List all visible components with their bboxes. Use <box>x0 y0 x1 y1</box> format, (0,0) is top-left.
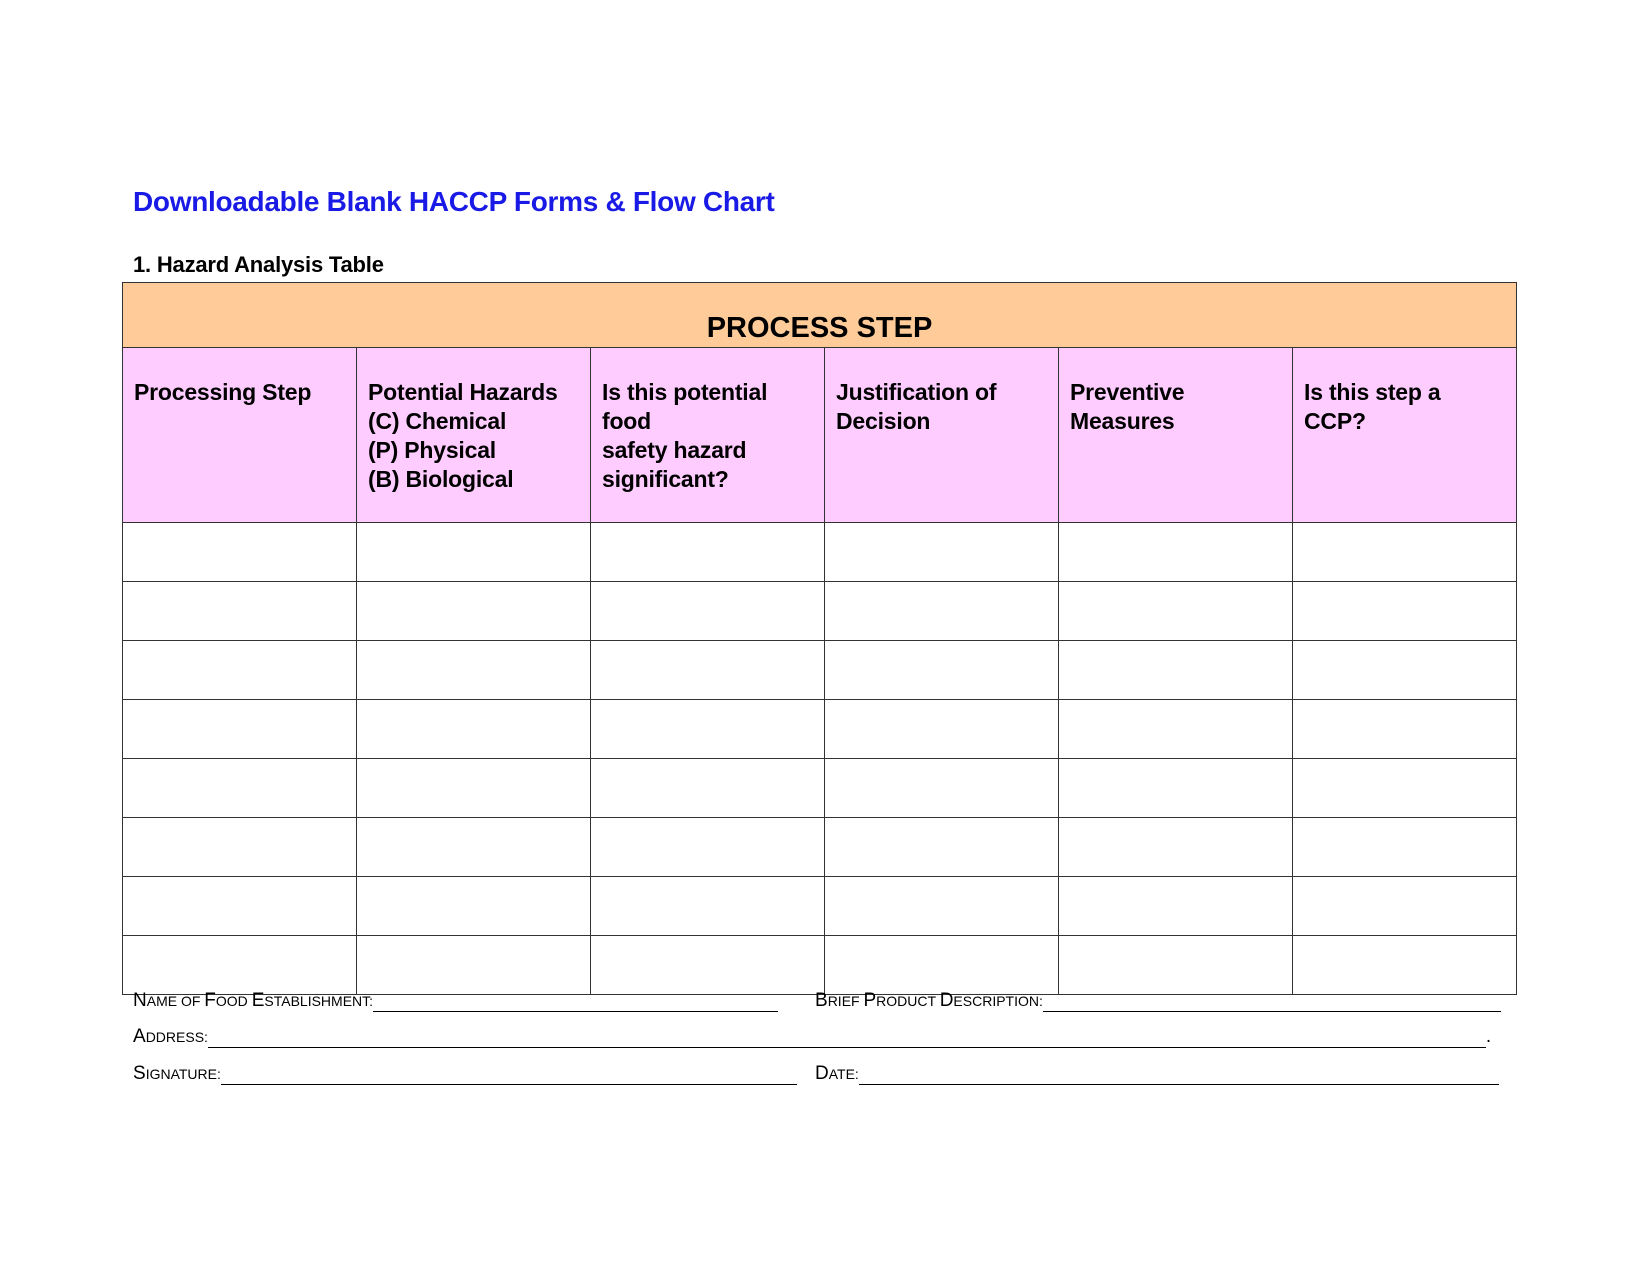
signature-blank[interactable] <box>221 1064 797 1085</box>
column-header-line: Preventive Measures <box>1070 379 1185 434</box>
table-cell[interactable] <box>1293 700 1517 759</box>
column-header-row <box>123 348 1517 523</box>
table-cell[interactable] <box>1293 936 1517 995</box>
column-header-2 <box>357 348 591 523</box>
table-cell[interactable] <box>591 759 825 818</box>
table-cell[interactable] <box>123 759 357 818</box>
table-row <box>123 523 1517 582</box>
table-cell[interactable] <box>591 877 825 936</box>
process-step-banner: PROCESS STEP <box>123 283 1517 348</box>
table-cell[interactable] <box>1293 523 1517 582</box>
hazard-analysis-table <box>122 282 1517 995</box>
table-cell[interactable] <box>357 877 591 936</box>
table-cell[interactable] <box>1293 641 1517 700</box>
table-cell[interactable] <box>123 582 357 641</box>
table-cell[interactable] <box>123 818 357 877</box>
table-body <box>123 523 1517 995</box>
establishment-blank[interactable] <box>373 991 778 1012</box>
table-cell[interactable] <box>825 700 1059 759</box>
table-row <box>123 818 1517 877</box>
table-cell[interactable] <box>357 523 591 582</box>
column-header-3 <box>591 348 825 523</box>
product-blank[interactable] <box>1043 991 1501 1012</box>
table-cell[interactable] <box>591 700 825 759</box>
signature-field <box>133 1063 797 1085</box>
date-field <box>815 1063 1499 1085</box>
table-cell[interactable] <box>591 936 825 995</box>
column-header-line: (C) Chemical <box>368 408 507 434</box>
table-cell[interactable] <box>357 641 591 700</box>
table-cell[interactable] <box>1059 700 1293 759</box>
table-cell[interactable] <box>591 818 825 877</box>
table-cell[interactable] <box>1293 877 1517 936</box>
column-header-5 <box>1059 348 1293 523</box>
section-title: 1. Hazard Analysis Table <box>133 252 384 277</box>
table-cell[interactable] <box>825 523 1059 582</box>
column-header-6 <box>1293 348 1517 523</box>
column-header-line: Is this step a CCP? <box>1304 379 1441 434</box>
table-cell[interactable] <box>123 523 357 582</box>
document-title: Downloadable Blank HACCP Forms & Flow Chart <box>133 186 775 217</box>
establishment-label: NAME OF FOOD ESTABLISHMENT: <box>133 990 374 1011</box>
table-row <box>123 936 1517 995</box>
table-cell[interactable] <box>123 641 357 700</box>
table-cell[interactable] <box>591 641 825 700</box>
table-cell[interactable] <box>1293 818 1517 877</box>
column-header-line: (B) Biological <box>368 466 514 492</box>
table-cell[interactable] <box>825 818 1059 877</box>
table-cell[interactable] <box>825 641 1059 700</box>
address-field <box>133 1026 1491 1048</box>
table-cell[interactable] <box>1293 582 1517 641</box>
column-header-line: Processing Step <box>134 379 312 405</box>
table-cell[interactable] <box>1059 818 1293 877</box>
table-cell[interactable] <box>591 582 825 641</box>
table-cell[interactable] <box>825 877 1059 936</box>
table-row <box>123 759 1517 818</box>
column-header-line: safety hazard <box>602 437 747 463</box>
address-blank[interactable] <box>208 1027 1486 1048</box>
table-cell[interactable] <box>123 936 357 995</box>
address-label: ADDRESS: <box>133 1026 208 1047</box>
column-header-line: Is this potential food <box>602 379 768 434</box>
address-end-mark: . <box>1485 1026 1492 1047</box>
table-row <box>123 641 1517 700</box>
table-cell[interactable] <box>1293 759 1517 818</box>
table-cell[interactable] <box>357 759 591 818</box>
column-header-line: (P) Physical <box>368 437 496 463</box>
table-cell[interactable] <box>123 700 357 759</box>
column-header-line: significant? <box>602 466 729 492</box>
table-cell[interactable] <box>591 523 825 582</box>
column-header-line: Potential Hazards <box>368 379 558 405</box>
product-field <box>815 990 1501 1012</box>
table-cell[interactable] <box>1059 877 1293 936</box>
table-cell[interactable] <box>357 936 591 995</box>
establishment-field <box>133 990 778 1012</box>
table-cell[interactable] <box>357 582 591 641</box>
table-cell[interactable] <box>825 582 1059 641</box>
table-cell[interactable] <box>825 759 1059 818</box>
table-cell[interactable] <box>1059 582 1293 641</box>
table-cell[interactable] <box>123 877 357 936</box>
column-header-4 <box>825 348 1059 523</box>
table-cell[interactable] <box>357 700 591 759</box>
table-cell[interactable] <box>1059 641 1293 700</box>
table-cell[interactable] <box>1059 759 1293 818</box>
table-row <box>123 700 1517 759</box>
column-header-line: Decision <box>836 408 931 434</box>
date-label: DATE: <box>815 1063 859 1084</box>
table-cell[interactable] <box>357 818 591 877</box>
table-row <box>123 582 1517 641</box>
product-label: BRIEF PRODUCT DESCRIPTION: <box>815 990 1043 1011</box>
table-cell[interactable] <box>1059 523 1293 582</box>
column-header-1 <box>123 348 357 523</box>
date-blank[interactable] <box>859 1064 1499 1085</box>
table-cell[interactable] <box>825 936 1059 995</box>
column-header-line: Justification of <box>836 379 997 405</box>
table-row <box>123 877 1517 936</box>
signature-label: SIGNATURE: <box>133 1063 221 1084</box>
table-cell[interactable] <box>1059 936 1293 995</box>
